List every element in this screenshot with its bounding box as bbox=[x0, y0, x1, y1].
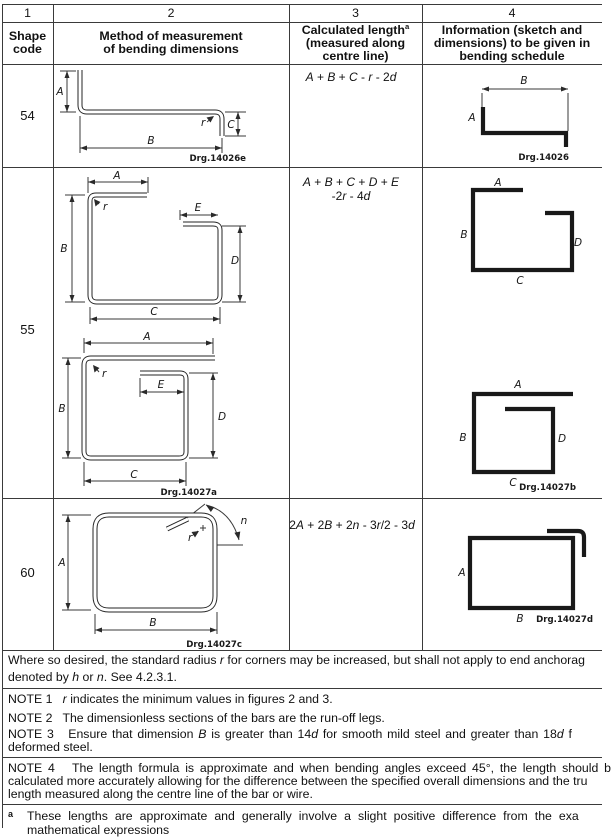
note-1: NOTE 1 r indicates the minimum values in figures 2 and 3. bbox=[8, 692, 333, 706]
shape-code-54: 54 bbox=[20, 108, 35, 123]
dim-label-r: r bbox=[103, 201, 108, 213]
header-calculated-line1: Calculated length$^a$ bbox=[301, 21, 410, 37]
dim-label-B: B bbox=[58, 403, 66, 415]
dim-label-B: B bbox=[149, 617, 157, 629]
dim-label-C: C bbox=[227, 119, 235, 131]
dim-label-B: B bbox=[460, 229, 468, 241]
dim-label-E: E bbox=[157, 379, 165, 391]
dim-label-A: A bbox=[494, 177, 502, 189]
note-3-line2: deformed steel. bbox=[8, 740, 93, 754]
drawing-ref: Drg.14026e bbox=[189, 154, 246, 164]
bar-sketch bbox=[483, 107, 566, 147]
drawing-shape60-method bbox=[55, 500, 290, 650]
note-3-line1: NOTE 3 Ensure that dimension B is greater than 14d for smooth mild steel and greater than 18d f bbox=[8, 727, 572, 741]
header-calculated-line2: (measured along bbox=[305, 36, 406, 50]
header-shape-code-line1: Shape bbox=[8, 29, 47, 43]
sketch-shape55a-schedule bbox=[425, 167, 602, 332]
dim-label-B: B bbox=[60, 243, 68, 255]
dimension-arrows bbox=[66, 341, 216, 484]
sketch-shape54-schedule bbox=[425, 64, 602, 167]
sketch-shape60-schedule bbox=[425, 500, 602, 650]
dim-label-A: A bbox=[143, 331, 151, 343]
drawing-shape54-method bbox=[55, 64, 290, 167]
column-number-1: 1 bbox=[24, 6, 31, 20]
footnote-line2: mathematical expressions bbox=[27, 823, 170, 837]
table-border-top bbox=[2, 4, 602, 5]
sketch-shape55b-schedule bbox=[425, 332, 602, 498]
note-2: NOTE 2 The dimensionless sections of the bars are the run-off legs. bbox=[8, 711, 385, 725]
dim-label-E: E bbox=[194, 202, 202, 214]
intro-note-line2: denoted by h or n. See 4.2.3.1. bbox=[8, 670, 177, 684]
drawing-ref: Drg.14027a bbox=[160, 488, 217, 498]
dim-label-D: D bbox=[557, 433, 567, 445]
footnote-separator bbox=[2, 804, 602, 805]
footnote-line1: These lengths are approximate and generally involve a slight positive difference from the exa bbox=[27, 809, 579, 823]
header-method-line1: Method of measurement bbox=[99, 29, 243, 43]
dim-label-A: A bbox=[514, 379, 522, 391]
dim-label-A: A bbox=[458, 567, 466, 579]
intro-note-line1: Where so desired, the standard radius r for corners may be increased, but shall not apply to end anchorag bbox=[8, 653, 585, 667]
formula-shape55-line1: A + B + C + D + E bbox=[302, 175, 400, 189]
column-divider bbox=[53, 4, 54, 650]
table-border bbox=[2, 688, 602, 689]
dim-label-A: A bbox=[58, 557, 66, 569]
shape-code-55: 55 bbox=[20, 322, 35, 337]
header-shape-code-line2: code bbox=[13, 42, 42, 56]
formula-shape55-line2: -2r - 4d bbox=[331, 189, 371, 203]
dim-label-r: r bbox=[201, 117, 206, 129]
column-number-4: 4 bbox=[508, 6, 516, 20]
dim-label-B: B bbox=[459, 432, 467, 444]
dim-label-C: C bbox=[516, 275, 524, 287]
drawing-ref: Drg.14027b bbox=[519, 483, 576, 493]
note-4-line2: calculated more accurately allowing for the difference between the specified overall dimensions and the tru bbox=[8, 774, 588, 788]
header-calculated-line3: centre line) bbox=[322, 49, 389, 63]
dimension-lines bbox=[482, 89, 568, 131]
note-4-line3: length measured along the centre line of the bar or wire. bbox=[8, 787, 313, 801]
table-border bbox=[2, 498, 602, 499]
dim-label-D: D bbox=[573, 237, 583, 249]
dim-label-D: D bbox=[230, 255, 240, 267]
drawing-ref: Drg.14027c bbox=[186, 640, 242, 650]
dim-label-C: C bbox=[509, 477, 517, 489]
table-border bbox=[2, 757, 602, 758]
dim-label-B: B bbox=[147, 135, 155, 147]
header-information-line2: dimensions) to be given in bbox=[433, 36, 591, 50]
column-number-2: 2 bbox=[167, 6, 175, 20]
dim-label-B: B bbox=[520, 75, 528, 87]
column-divider bbox=[422, 4, 423, 650]
shape-code-60: 60 bbox=[20, 565, 35, 580]
header-method-line2: of bending dimensions bbox=[103, 42, 239, 56]
dim-label-B: B bbox=[516, 613, 524, 625]
dim-label-A: A bbox=[468, 112, 476, 124]
formula-shape54: A + B + C - r - 2d bbox=[305, 70, 397, 84]
bar-end-overlap-fill bbox=[167, 519, 188, 529]
drawing-shape55a-method bbox=[55, 167, 290, 332]
footnote-marker: a bbox=[8, 809, 14, 819]
dim-label-n: n bbox=[240, 515, 248, 527]
dim-label-A: A bbox=[56, 86, 64, 98]
table-border-left bbox=[2, 4, 3, 828]
dim-label-r: r bbox=[102, 368, 107, 380]
formula-shape60: 2A + 2B + 2n - 3r/2 - 3d bbox=[289, 518, 415, 532]
dim-label-C: C bbox=[130, 469, 138, 481]
dim-label-r: r bbox=[188, 532, 193, 544]
dim-label-A: A bbox=[113, 170, 121, 182]
drawing-shape55b-method bbox=[55, 332, 290, 498]
drawing-ref: Drg.14026 bbox=[518, 153, 569, 163]
bar-outline bbox=[95, 515, 215, 610]
bar-fill bbox=[95, 515, 215, 610]
bar-hook bbox=[547, 531, 584, 557]
bar-sketch bbox=[473, 190, 572, 270]
dim-label-D: D bbox=[217, 411, 227, 423]
bar-sketch bbox=[470, 538, 573, 608]
note-4-line1: NOTE 4 The length formula is approximate and when bending angles exceed 45°, the length should b bbox=[8, 761, 611, 775]
header-information-line3: bending schedule bbox=[459, 49, 565, 63]
drawing-ref: Drg.14027d bbox=[536, 615, 593, 625]
column-number-3: 3 bbox=[352, 6, 359, 20]
dim-label-C: C bbox=[150, 306, 158, 318]
header-information-line1: Information (sketch and bbox=[441, 23, 583, 37]
table-border bbox=[2, 650, 602, 651]
